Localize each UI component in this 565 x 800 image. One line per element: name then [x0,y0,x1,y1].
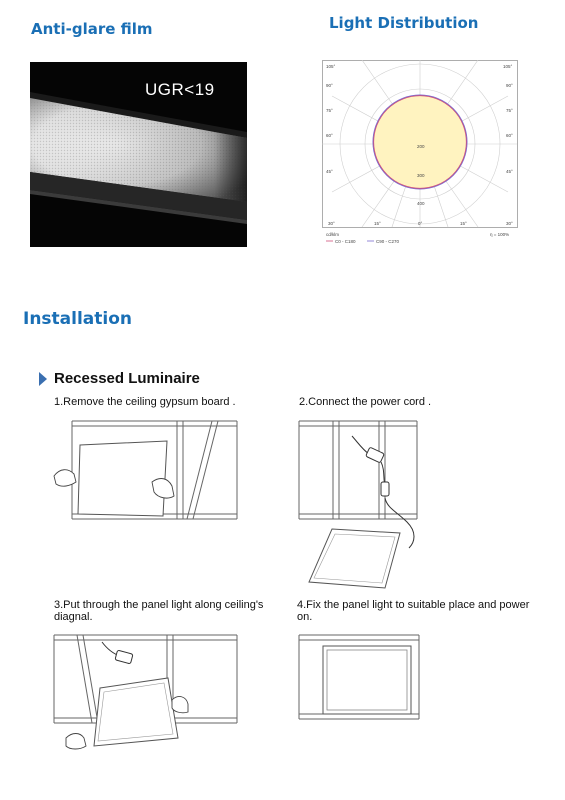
step-4-text: 4.Fix the panel light to suitable place and power on. [297,599,530,623]
light-distribution-diagram [322,60,518,248]
step-4-illustration [297,628,427,733]
ugr-label: UGR<19 [145,80,215,99]
polar-label: 60° [506,133,513,138]
step-2-illustration [297,416,447,601]
legend-c90: C90 - C270 [376,239,400,244]
polar-label: 45° [506,169,513,174]
radial-label: 300 [417,173,425,178]
step-1-text: 1.Remove the ceiling gypsum board . [54,396,236,408]
light-distribution-title: Light Distribution [329,14,479,32]
unit-label: cd/klm [326,232,340,237]
polar-label: 15° [374,221,381,226]
legend-c0: C0 - C180 [335,239,356,244]
polar-label: 60° [326,133,333,138]
step-1-illustration [52,416,242,531]
efficiency-label: η = 100% [490,232,510,237]
step-3-illustration [52,628,242,758]
installation-title: Installation [23,309,133,329]
polar-label: 15° [460,221,467,226]
polar-label: 105° [503,64,513,69]
polar-label: 90° [326,83,333,88]
step-3-text: 3.Put through the panel light along ceiling's diagnal. [54,599,264,623]
polar-label: 75° [326,108,333,113]
radial-label: 400 [417,201,425,206]
polar-label: 105° [326,64,336,69]
radial-label: 200 [417,144,425,149]
recessed-luminaire-title: Recessed Luminaire [54,370,200,387]
polar-label: 90° [506,83,513,88]
arrow-icon [38,370,48,393]
anti-glare-title: Anti-glare film [31,20,153,38]
step-2-text: 2.Connect the power cord . [299,396,432,408]
polar-label: 30° [328,221,335,226]
polar-label: 30° [506,221,513,226]
polar-label: 45° [326,169,333,174]
polar-label: 75° [506,108,513,113]
polar-label: 0° [418,221,423,226]
